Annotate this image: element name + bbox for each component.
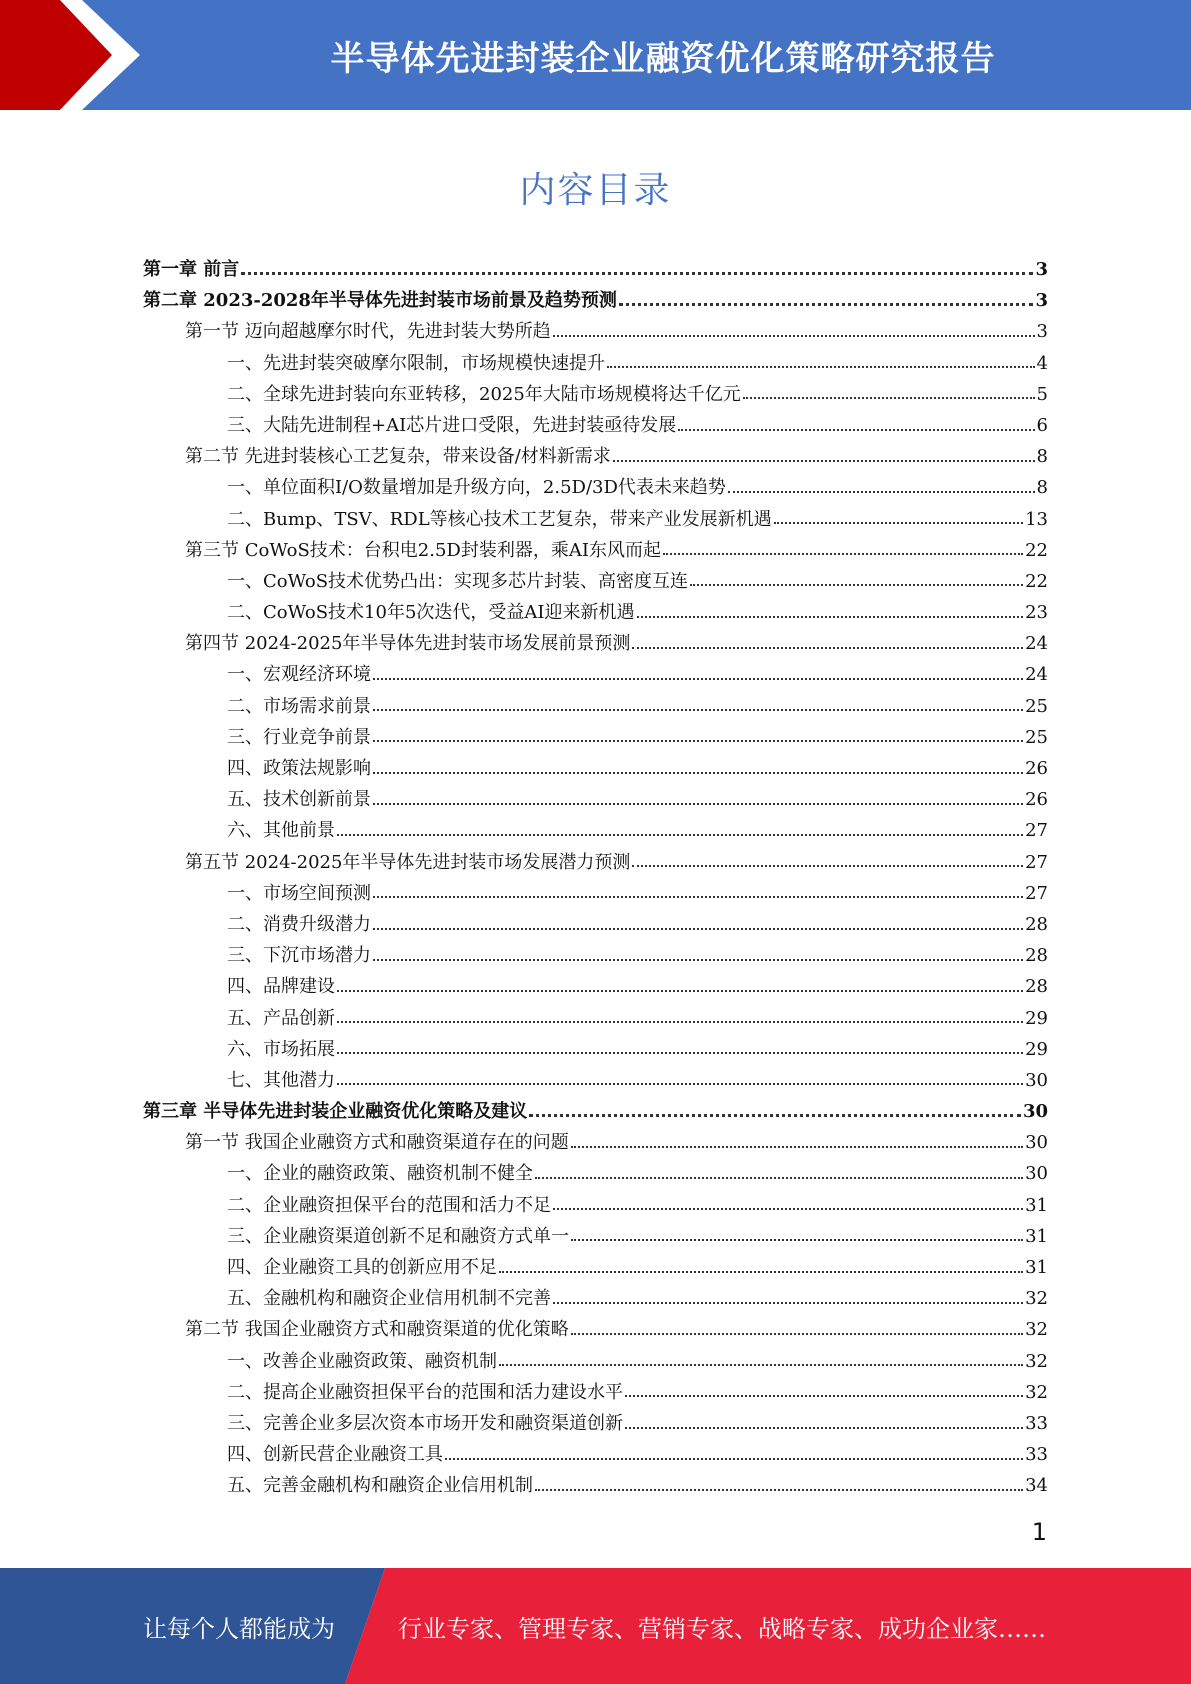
toc-entry[interactable] <box>143 1439 1048 1470</box>
toc-entry-title: 第一节 我国企业融资方式和融资渠道存在的问题 <box>185 1132 569 1154</box>
toc-entry[interactable] <box>143 815 1048 846</box>
toc-entry[interactable] <box>143 1470 1048 1501</box>
toc-entry[interactable] <box>143 1283 1048 1314</box>
toc-entry-page: 25 <box>1025 695 1048 717</box>
toc-entry[interactable] <box>143 1408 1048 1439</box>
toc-entry-page: 26 <box>1025 789 1048 811</box>
toc-entry-title: 三、大陆先进制程+AI芯片进口受限，先进封装亟待发展 <box>227 414 677 436</box>
toc-entry[interactable] <box>143 722 1048 753</box>
toc-entry-page: 33 <box>1025 1444 1048 1466</box>
toc-entry[interactable] <box>143 1158 1048 1189</box>
dot-leader <box>499 1271 1023 1273</box>
toc-entry[interactable] <box>143 847 1048 878</box>
toc-entry-title: 三、下沉市场潜力 <box>227 945 371 967</box>
dot-leader <box>373 709 1023 711</box>
toc-entry-page: 30 <box>1022 1101 1048 1123</box>
toc-entry-page: 3 <box>1036 321 1048 343</box>
toc-entry-page: 31 <box>1025 1257 1048 1278</box>
toc-entry[interactable] <box>143 784 1048 815</box>
toc-entry-page: 24 <box>1025 664 1048 686</box>
toc-entry-page: 32 <box>1025 1319 1048 1341</box>
toc-entry[interactable] <box>143 1252 1048 1283</box>
toc-entry[interactable] <box>143 1346 1048 1377</box>
toc-entry[interactable] <box>143 878 1048 909</box>
footer-banner <box>0 1568 1191 1684</box>
toc-entry[interactable] <box>143 628 1048 659</box>
dot-leader <box>373 740 1023 742</box>
dot-leader <box>499 1364 1023 1366</box>
dot-leader <box>337 990 1023 992</box>
toc-entry[interactable] <box>143 285 1048 316</box>
dot-leader <box>535 1177 1023 1179</box>
dot-leader <box>690 584 1023 586</box>
toc-entry-title: 第五节 2024-2025年半导体先进封装市场发展潜力预测 <box>185 851 631 873</box>
toc-entry-title: 一、企业的融资政策、融资机制不健全 <box>227 1163 533 1185</box>
dot-leader <box>373 803 1023 805</box>
toc-entry-title: 一、市场空间预测 <box>227 882 371 904</box>
dot-leader <box>373 678 1023 680</box>
toc-entry-title: 二、消费升级潜力 <box>227 913 371 935</box>
toc-entry[interactable] <box>143 535 1048 566</box>
toc-entry-page: 22 <box>1025 570 1048 592</box>
toc-entry[interactable] <box>143 316 1048 347</box>
dot-leader <box>774 522 1023 524</box>
dot-leader <box>373 959 1023 961</box>
toc-entry-title: 一、宏观经济环境 <box>227 664 371 686</box>
toc-entry-title: 六、其他前景 <box>227 820 335 842</box>
toc-entry-title: 二、CoWoS技术10年5次迭代，受益AI迎来新机遇 <box>227 602 635 624</box>
toc-entry[interactable] <box>143 691 1048 722</box>
dot-leader <box>625 1427 1023 1429</box>
toc-entry[interactable] <box>143 971 1048 1002</box>
toc-entry-title: 五、金融机构和融资企业信用机制不完善 <box>227 1288 551 1310</box>
footer-slogan-right: 行业专家、管理专家、营销专家、战略专家、成功企业家…… <box>398 1614 1046 1643</box>
toc-entry-title: 一、CoWoS技术优势凸出：实现多芯片封装、高密度互连 <box>227 570 689 592</box>
toc-entry[interactable] <box>143 659 1048 690</box>
toc-entry-page: 28 <box>1025 913 1048 935</box>
toc-entry-page: 34 <box>1025 1475 1048 1497</box>
toc-entry-title: 五、完善金融机构和融资企业信用机制 <box>227 1475 533 1497</box>
toc-entry-page: 28 <box>1025 945 1048 967</box>
dot-leader <box>632 865 1023 867</box>
toc-entry-title: 三、行业竞争前景 <box>227 726 371 748</box>
toc-entry-title: 第二节 我国企业融资方式和融资渠道的优化策略 <box>185 1319 569 1341</box>
toc-entry-page: 28 <box>1025 976 1048 998</box>
toc-entry-title: 四、政策法规影响 <box>227 758 371 779</box>
toc-entry-title: 六、市场拓展 <box>227 1038 335 1060</box>
page-number: 1 <box>1031 1518 1047 1546</box>
dot-leader <box>529 1114 1021 1117</box>
dot-leader <box>637 616 1024 618</box>
toc-entry[interactable] <box>143 504 1048 535</box>
toc-entry-page: 4 <box>1036 352 1048 374</box>
dot-leader <box>607 366 1035 368</box>
toc-entry-title: 第三章 半导体先进封装企业融资优化策略及建议 <box>143 1101 528 1123</box>
toc-entry-page: 6 <box>1036 414 1048 436</box>
dot-leader <box>663 553 1023 555</box>
toc-entry-title: 四、创新民营企业融资工具 <box>227 1444 443 1466</box>
toc-entry-title: 五、产品创新 <box>227 1007 335 1029</box>
toc-entry-page: 24 <box>1025 633 1048 655</box>
toc-entry[interactable] <box>143 1127 1048 1158</box>
toc-entry-page: 32 <box>1025 1350 1048 1372</box>
toc-entry-page: 30 <box>1025 1132 1048 1154</box>
dot-leader <box>625 1395 1023 1397</box>
dot-leader <box>373 772 1023 774</box>
dot-leader <box>337 1052 1023 1054</box>
dot-leader <box>678 429 1034 431</box>
toc-entry-title: 二、企业融资担保平台的范围和活力不足 <box>227 1194 551 1216</box>
toc-entry-page: 30 <box>1025 1163 1048 1185</box>
toc-entry-title: 一、改善企业融资政策、融资机制 <box>227 1350 497 1372</box>
toc-entry-page: 5 <box>1036 383 1048 405</box>
toc-entry-page: 27 <box>1025 882 1048 904</box>
report-title: 半导体先进封装企业融资优化策略研究报告 <box>330 38 996 79</box>
dot-leader <box>373 896 1023 898</box>
toc-entry-page: 31 <box>1025 1194 1048 1216</box>
header-arrow-decoration <box>0 0 200 110</box>
toc-entry-page: 22 <box>1025 539 1048 561</box>
toc-entry-page: 8 <box>1036 477 1048 499</box>
toc-entry-page: 8 <box>1036 446 1048 468</box>
toc-entry-title: 一、单位面积I/O数量增加是升级方向，2.5D/3D代表未来趋势 <box>227 477 726 499</box>
dot-leader <box>337 834 1023 836</box>
toc-entry[interactable] <box>143 441 1048 472</box>
table-of-contents <box>143 254 1048 1502</box>
toc-entry-page: 29 <box>1025 1038 1048 1060</box>
toc-entry-title: 二、市场需求前景 <box>227 695 371 717</box>
toc-entry-title: 第四节 2024-2025年半导体先进封装市场发展前景预测 <box>185 633 631 655</box>
dot-leader <box>337 1021 1023 1023</box>
toc-entry-title: 二、全球先进封装向东亚转移，2025年大陆市场规模将达千亿元 <box>227 383 741 405</box>
toc-entry-title: 第一章 前言 <box>143 259 240 280</box>
toc-entry[interactable] <box>143 410 1048 441</box>
toc-entry[interactable] <box>143 1190 1048 1221</box>
toc-entry[interactable] <box>143 1377 1048 1408</box>
toc-entry-page: 32 <box>1025 1381 1048 1403</box>
toc-entry[interactable] <box>143 348 1048 379</box>
toc-entry-title: 三、企业融资渠道创新不足和融资方式单一 <box>227 1225 569 1247</box>
toc-entry[interactable] <box>143 940 1048 971</box>
toc-entry[interactable] <box>143 379 1048 410</box>
toc-entry-page: 23 <box>1025 602 1048 624</box>
toc-entry-title: 第二节 先进封装核心工艺复杂，带来设备/材料新需求 <box>185 446 611 468</box>
dot-leader <box>445 1458 1023 1460</box>
toc-entry-title: 第二章 2023-2028年半导体先进封装市场前景及趋势预测 <box>143 290 617 312</box>
toc-entry[interactable] <box>143 1065 1048 1096</box>
toc-entry-page: 33 <box>1025 1412 1048 1434</box>
toc-entry[interactable] <box>143 1003 1048 1034</box>
dot-leader <box>373 928 1023 930</box>
toc-entry-page: 27 <box>1025 851 1048 873</box>
toc-entry-title: 四、品牌建设 <box>227 976 335 998</box>
toc-entry-title: 第一节 迈向超越摩尔时代，先进封装大势所趋 <box>185 321 551 343</box>
toc-entry-page: 31 <box>1025 1225 1048 1247</box>
dot-leader <box>337 1083 1023 1085</box>
toc-entry[interactable] <box>143 1221 1048 1252</box>
toc-entry[interactable] <box>143 753 1048 784</box>
dot-leader <box>553 1302 1023 1304</box>
toc-entry[interactable] <box>143 1034 1048 1065</box>
dot-leader <box>728 491 1035 493</box>
toc-entry-title: 五、技术创新前景 <box>227 789 371 811</box>
dot-leader <box>535 1489 1023 1491</box>
dot-leader <box>571 1146 1023 1148</box>
toc-entry-title: 二、提高企业融资担保平台的范围和活力建设水平 <box>227 1381 623 1403</box>
toc-entry-page: 25 <box>1025 726 1048 748</box>
toc-entry-page: 26 <box>1025 758 1048 779</box>
dot-leader <box>632 647 1023 649</box>
dot-leader <box>613 460 1035 462</box>
toc-entry-title: 第三节 CoWoS技术：台积电2.5D封装利器，乘AI东风而起 <box>185 539 661 561</box>
header-banner <box>0 0 1191 110</box>
toc-heading: 内容目录 <box>519 170 672 211</box>
toc-entry-page: 30 <box>1025 1069 1048 1091</box>
toc-entry-title: 一、先进封装突破摩尔限制，市场规模快速提升 <box>227 352 605 374</box>
toc-entry-page: 32 <box>1025 1288 1048 1310</box>
toc-entry-page: 13 <box>1025 508 1048 530</box>
dot-leader <box>553 1208 1023 1210</box>
dot-leader <box>241 272 1033 275</box>
toc-entry[interactable] <box>143 472 1048 503</box>
toc-entry-page: 27 <box>1025 820 1048 842</box>
toc-entry[interactable] <box>143 597 1048 628</box>
toc-entry[interactable] <box>143 1096 1048 1127</box>
toc-entry-title: 七、其他潜力 <box>227 1069 335 1091</box>
dot-leader <box>571 1333 1023 1335</box>
footer-slogan-left: 让每个人都能成为 <box>143 1614 335 1643</box>
toc-entry-title: 四、企业融资工具的创新应用不足 <box>227 1257 497 1278</box>
toc-entry-title: 二、Bump、TSV、RDL等核心技术工艺复杂，带来产业发展新机遇 <box>227 508 772 530</box>
toc-entry[interactable] <box>143 1314 1048 1345</box>
dot-leader <box>571 1239 1023 1241</box>
toc-entry[interactable] <box>143 566 1048 597</box>
dot-leader <box>553 335 1035 337</box>
toc-entry[interactable] <box>143 254 1048 285</box>
toc-entry-page: 29 <box>1025 1007 1048 1029</box>
dot-leader <box>743 397 1035 399</box>
dot-leader <box>619 303 1034 306</box>
toc-entry-page: 3 <box>1035 259 1048 280</box>
toc-entry[interactable] <box>143 909 1048 940</box>
toc-entry-title: 三、完善企业多层次资本市场开发和融资渠道创新 <box>227 1412 623 1434</box>
toc-entry-page: 3 <box>1035 290 1048 312</box>
